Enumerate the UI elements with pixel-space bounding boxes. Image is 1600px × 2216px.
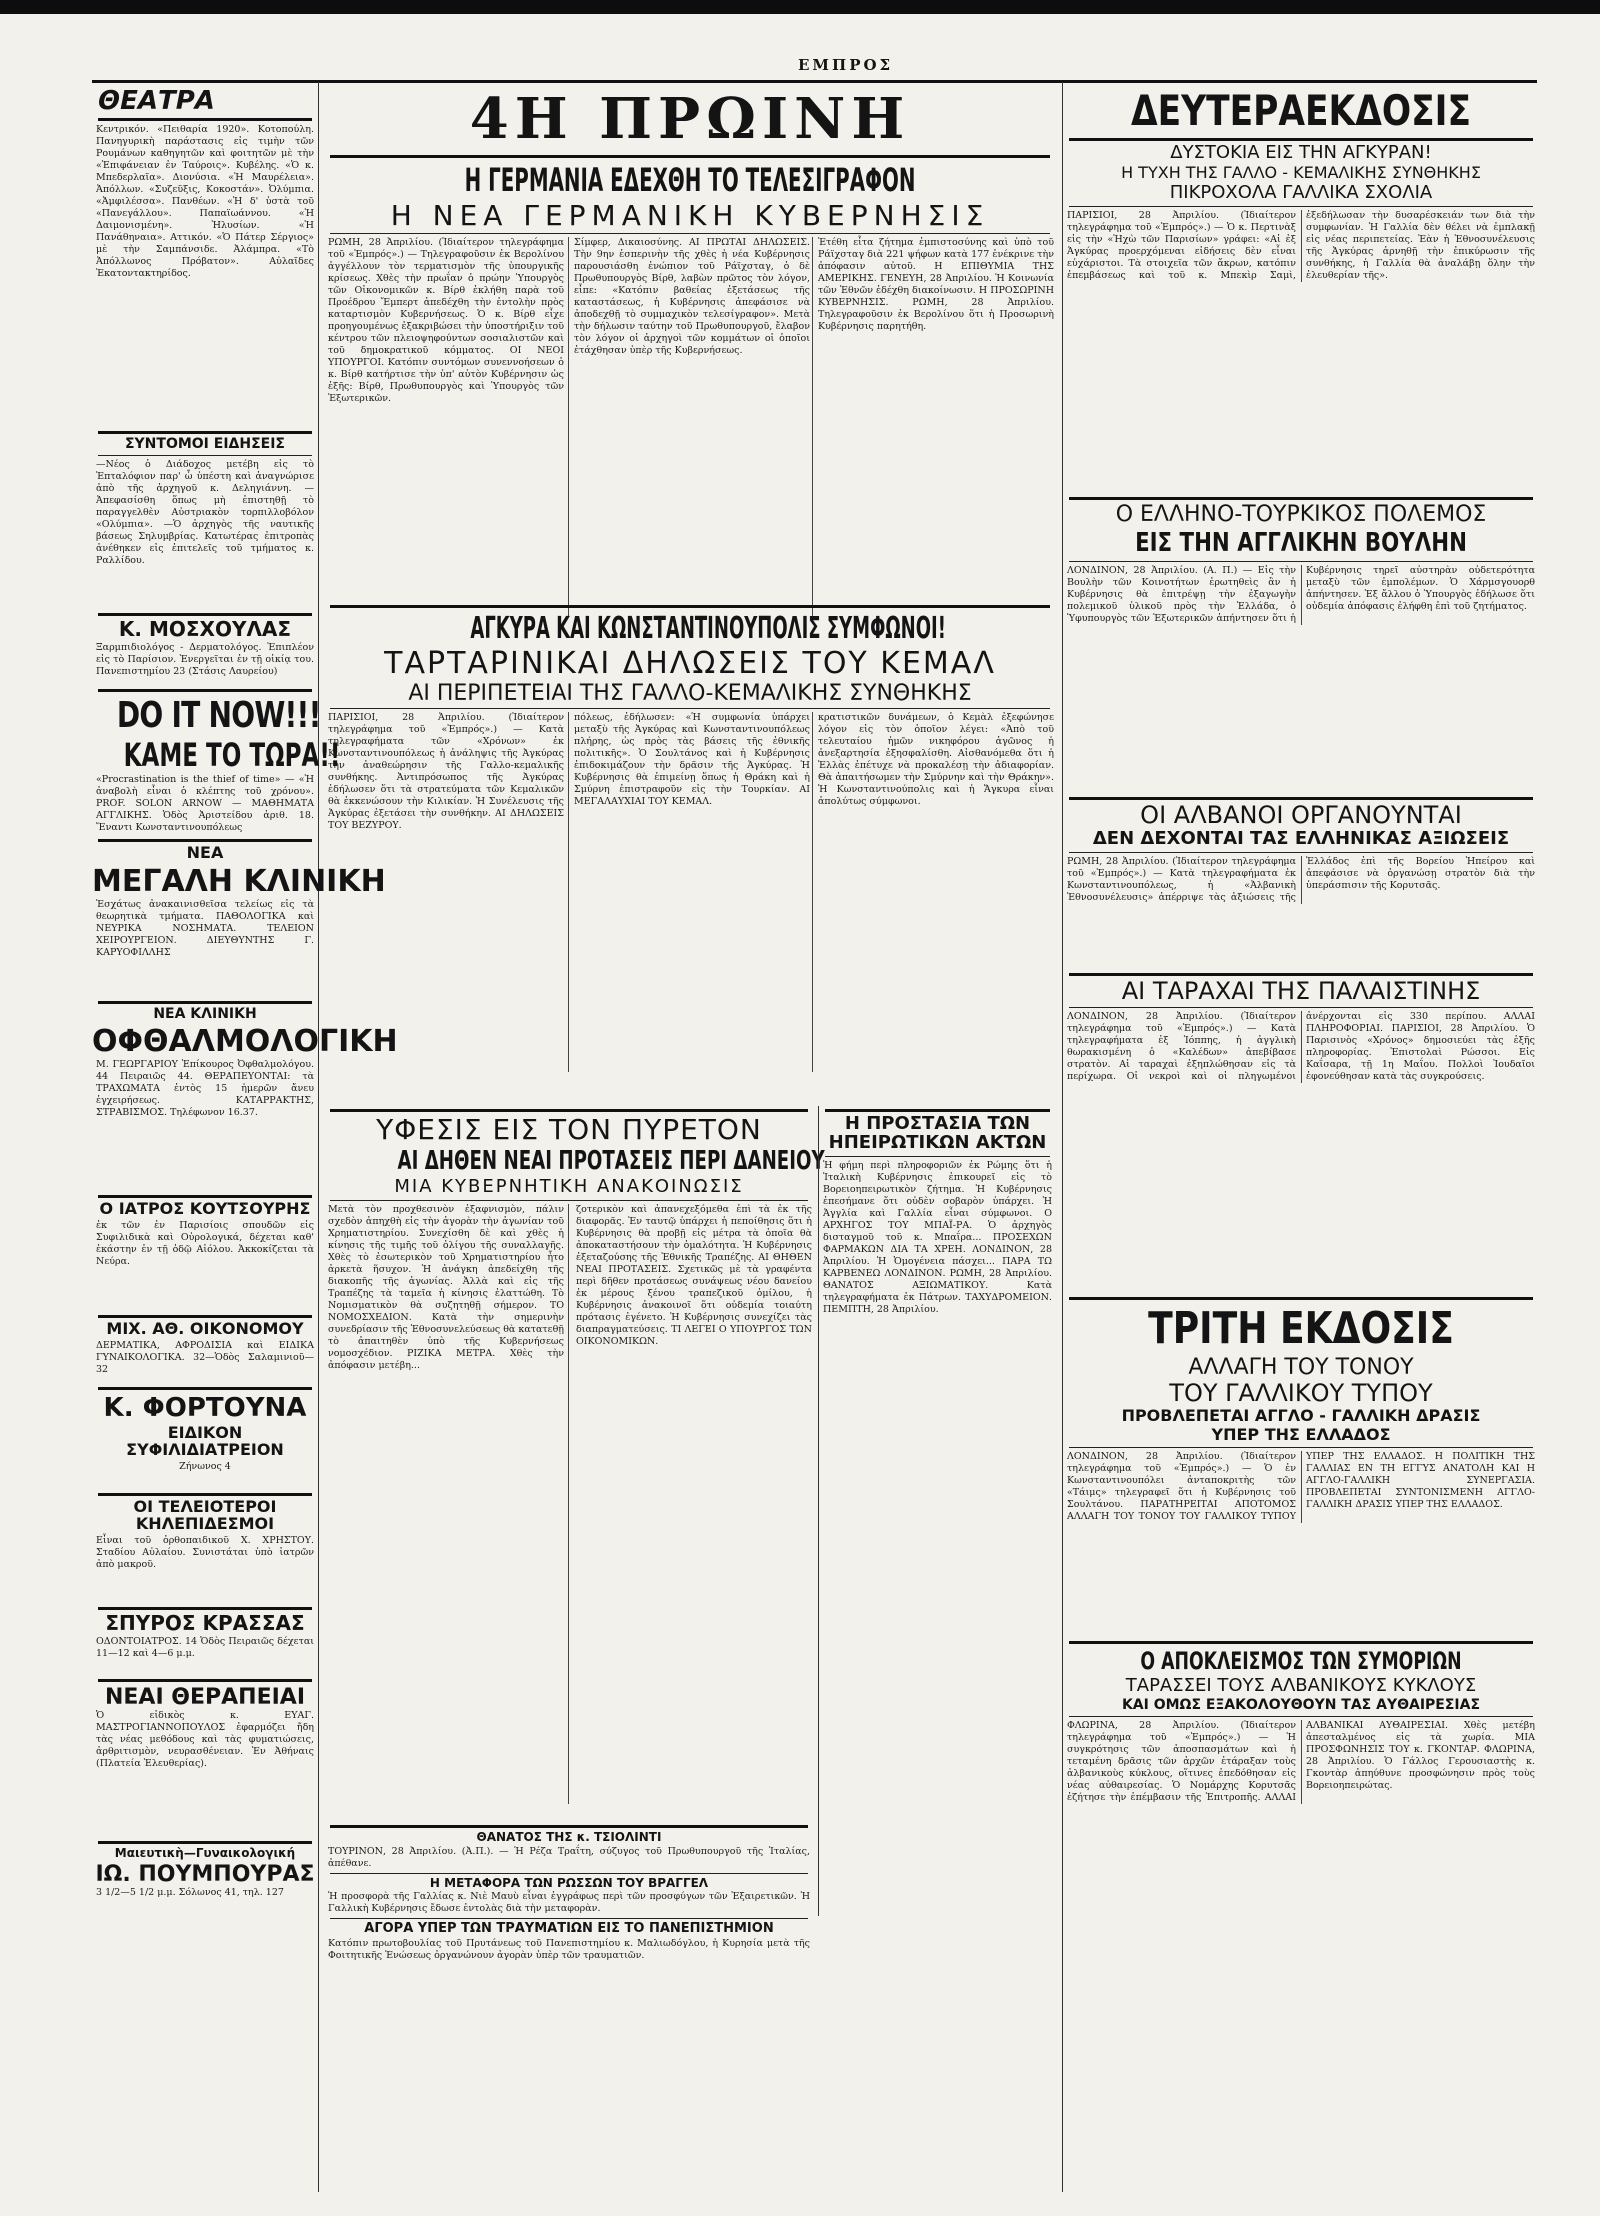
divider (330, 1200, 808, 1201)
bottom-headline-3: ΑΓΟΡΑ ΥΠΕΡ ΤΩΝ ΤΡΑΥΜΑΤΙΩΝ ΕΙΣ ΤΟ ΠΑΝΕΠΙΣΤΗΜΙΟΝ (364, 1921, 774, 1937)
edition-title: 4Η ΠΡΩΙΝΗ (469, 86, 911, 152)
divider (1069, 1641, 1533, 1644)
divider (1069, 1297, 1533, 1300)
divider (1069, 206, 1533, 207)
ad-title: Μαιευτικὴ—Γυναικολογική (114, 1846, 296, 1860)
left-column (92, 82, 398, 2192)
epirus-headline: Η ΠΡΟΣΤΑΣΙΑ ΤΩΝ ΗΠΕΙΡΩΤΙΚΩΝ ΑΚΤΩΝ (828, 1113, 1047, 1153)
lead-columns (324, 237, 1056, 617)
divider (330, 155, 1050, 158)
brief-news-text: —Νέος ὁ Διάδοχος μετέβη εἰς τὸ Ἐπταλόφιον παρ' ὧ ὑπέστη καὶ ἀναγνώρισε ἀπὸ τῆς ἀρχηγοῦ κ. Δεληγιάννη. —Ἀπεφασίσθη ὅπως μὴ ἐπιστηθῇ τὸ παραγγελθὲν Αὐστριακὸν τορπιλλοβόλον «Ολύμπια». —Ὁ ἀρχηγὸς τῆς ναυτικῆς βάσεως Σηλυμβρίας. Κατωτέρας ἐπιτροπὰς ἀνέθηκεν εἰς ἐπιτελεῖς τοῦ τμήματος κ. Ραλλίδου. (96, 458, 314, 566)
divider (98, 1679, 312, 1682)
third-edition-section (1063, 1294, 1539, 1638)
ankara-headline: ΑΓΚΥΡΑ ΚΑΙ ΚΩΝΣΤΑΝΤΙΝΟΥΠΟΛΙΣ ΣΥΜΦΩΝΟΙ! (470, 611, 946, 646)
third-edition-h4: ΥΠΕΡ ΤΗΣ ΕΛΛΑΔΟΣ (1211, 1425, 1391, 1445)
ankara-subhead2: ΑΙ ΠΕΡΙΠΕΤΕΙΑΙ ΤΗΣ ΓΑΛΛΟ-ΚΕΜΑΛΙΚΗΣ ΣΥΝΘΗΚΗΣ (408, 680, 972, 706)
divider (330, 1918, 808, 1919)
divider (98, 1841, 312, 1844)
ad-title: ΣΠΥΡΟΣ ΚΡΑΣΣΑΣ (105, 1611, 305, 1635)
ad-text: Ξαρμπιδιολόγος - Δερματολόγος. Ἐπιπλέον εἰς τὸ Παρίσιον. Ἐνεργεῖται ἐν τῇ οἰκίᾳ του. Πανεπιστημίου 23 (Στάσις Λαυρείου) (96, 642, 314, 677)
albanians-h1: ΟΙ ΑΛΒΑΝΟΙ ΟΡΓΑΝΟΥΝΤΑΙ (1140, 801, 1462, 829)
ad-text: Ὁ εἰδικὸς κ. ΕΥΑΓ. ΜΑΣΤΡΟΓΙΑΝΝΟΠΟΥΛΟΣ ἐφαρμόζει ἤδη τὰς νέας μεθόδους καὶ τὰς φυματιώσεις, ἀρθριτισμὸν, νευρασθένειαν. Ἐν Ἀθήναις (Πλατεία Ἐλευθερίας). (96, 1710, 314, 1769)
ad-poumpouras (92, 1838, 318, 1928)
ankara-text-col3: κρατιστικῶν δυνάμεων, ὁ Κεμὰλ ἐξεφώνησε λόγον εἰς τὸν ὁποῖον λέγει: «Ἀπὸ τοῦ τελευταίου ἡμῶν νικηφόρου ἀγῶνος ἡ ἀνεξαρτησία ἐξησφαλίσθη. Αἰσθανόμεθα ὅτι ἡ Ἑλλὰς ἐπέτυχε νὰ προκαλέσῃ τὴν ἀδιαφορίαν. Θὰ ἀπαιτήσωμεν τὴν Σμύρνην καὶ τὴν Θράκην». Ἡ Κωνσταντινούπολις καὶ ἡ Ἄγκυρα εἶναι ἀπολύτως σύμφωνοι. (818, 711, 1054, 807)
bands-h2: ΤΑΡΑΣΣΕΙ ΤΟΥΣ ΑΛΒΑΝΙΚΟΥΣ ΚΥΚΛΟΥΣ (1125, 1675, 1477, 1696)
fever-columns (324, 1204, 814, 1804)
divider (98, 1607, 312, 1610)
lead-subhead: Η ΝΕΑ ΓΕΡΜΑΝΙΚΗ ΚΥΒΕΡΝΗΣΙΣ (390, 199, 990, 232)
ad-title: DO IT NOW!!! (116, 695, 321, 736)
ankara-text-col1: ΠΑΡΙΣΙΟΙ, 28 Ἀπριλίου. (Ἰδιαίτερον τηλεγράφημα τοῦ «Ἐμπρός».) — Κατὰ τηλεγραφήματα τῶν «Χρόνων» ἐκ Κωνσταντινουπόλεως ἡ ἀνάληψις τῆς Ἀγκύρας τὴν ἀναθεώρησιν τῆς Γαλλο-κεμαλικῆς συνθήκης. Ἀντιπρόσωπος τῆς Ἀγκύρας ἐδήλωσεν ὅτι τὰ στρατεύματα τῶν Κεμαλικῶν θὰ ἐκκενώσουν τὴν Κιλικίαν. Ἡ Συνέλευσις τῆς Ἀγκύρας ἐξετάσει τὴν συνθήκην. ΑΙ ΔΗΛΩΣΕΙΣ ΤΟΥ ΒΕΖΥΡΟΥ. (328, 711, 564, 831)
ad-title: Ο ΙΑΤΡΟΣ ΚΟΥΤΣΟΥΡΗΣ (99, 1199, 311, 1218)
ad-text: 3 1/2—5 1/2 μ.μ. Σόλωνος 41, τηλ. 127 (96, 1886, 284, 1898)
second-edition-h2: Η ΤΥΧΗ ΤΗΣ ΓΑΛΛΟ - ΚΕΜΑΛΙΚΗΣ ΣΥΝΘΗΚΗΣ (1121, 162, 1481, 182)
bottom-text-3: Κατόπιν πρωτοβουλίας τοῦ Πρυτάνεως τοῦ Πανεπιστημίου κ. Μαλιωδόγλου, ἡ Κυρησία μετὰ τῆς Φοιτητικῆς Ἑνώσεως ὀργανώνουν ἀγορὰν ὑπὲρ τῶν τραυματιῶν. (328, 1937, 810, 1961)
ad-subtitle: ΚΑΜΕ ΤΟ ΤΩΡΑ!! (123, 736, 341, 774)
divider (1069, 497, 1533, 500)
war-text: ΛΟΝΔΙΝΟΝ, 28 Ἀπριλίου. (Α. Π.) — Εἰς τὴν Βουλὴν τῶν Κοινοτήτων ἐρωτηθεὶς ἂν ἡ Κυβέρνησις θὰ ἐπιτρέψῃ τὴν ἐξαγωγὴν πολεμικοῦ ὑλικοῦ πρὸς τὴν Ἑλλάδα, ὁ Ὑφυπουργὸς τῶν Ἐξωτερικῶν ἀπήντησεν ὅτι ἡ Κυβέρνησις τηρεῖ αὐστηρὰν οὐδετερότητα μεταξὺ τῶν ἐμπολέμων. Ὁ Χάρμσγουορθ ἀπήντησεν. Ἐξ ἄλλου ὁ Ὑπουργὸς ἐδήλωσε ὅτι οὐδεμία ἀπόφασις ἐλήφθη ἐπὶ τοῦ ζητήματος. (1067, 565, 1535, 625)
divider (98, 1493, 312, 1496)
divider (98, 1387, 312, 1390)
divider (330, 1109, 808, 1112)
albanians-text: ΡΩΜΗ, 28 Ἀπριλίου. (Ἰδιαίτερον τηλεγράφημα τοῦ «Ἐμπρός».) — Κατὰ τηλεγραφήματα ἐκ Κωνσταντινουπόλεως, ἡ «Ἀλβανικὴ Ἐθνοσυνέλευσις» ἀπέρριψε τὰς ἀξιώσεις τῆς Ἑλλάδος ἐπὶ τῆς Βορείου Ἠπείρου καὶ ἀπεφάσισε νὰ ὀργανώσῃ στρατὸν διὰ τὴν ὑπεράσπισιν τῆς Κορυτσᾶς. (1067, 856, 1535, 904)
divider (330, 233, 1050, 234)
ad-oikonomou (92, 1312, 318, 1382)
divider (1069, 852, 1533, 853)
war-h1: Ο ΕΛΛΗΝΟ-ΤΟΥΡΚΙΚΟΣ ΠΟΛΕΜΟΣ (1115, 502, 1487, 527)
divider (1069, 1007, 1533, 1008)
bands-h1: Ο ΑΠΟΚΛΕΙΣΜΟΣ ΤΩΝ ΣΥΜΟΡΙΩΝ (1140, 1647, 1462, 1675)
war-section (1063, 494, 1539, 794)
ad-new-therapies (92, 1676, 318, 1836)
divider (1069, 1447, 1533, 1448)
ankara-columns (324, 712, 1056, 1072)
ad-subtitle: ΙΩ. ΠΟΥΜΠΟΥΡΑΣ (95, 1861, 315, 1887)
bands-text: ΦΛΩΡΙΝΑ, 28 Ἀπριλίου. (Ἰδιαίτερον τηλεγράφημα τοῦ «Ἐμπρός».) — Ἡ συγκρότησις τῶν ἀποσπασμάτων καὶ ἡ τεταμένη δρᾶσις τῶν ἀρχῶν ἐτάραξαν τοὺς ἀλβανικοὺς κύκλους, οἵτινες ἐπεδόθησαν εἰς νέας αὐθαιρεσίας. Ὁ Νομάρχης Κορυτσᾶς ἐζήτησε τὴν ἐπέμβασιν τῆς Ἐπιτροπῆς. ΑΛΛΑΙ ΑΛΒΑΝΙΚΑΙ ΑΥΘΑΙΡΕΣΙΑΙ. Χθὲς μετέβη ἀπεσταλμένος εἰς τὰ χωρία. ΜΙΑ ΠΡΟΣΦΩΝΗΣΙΣ ΤΟΥ κ. ΓΚΟΝΤΑΡ. ΦΛΩΡΙΝΑ, 28 Ἀπριλίου. Ὁ Γάλλος Γερουσιαστὴς κ. Γκοντὰρ ἀπηύθυνε προσφώνησιν πρὸς τοὺς Βορειοηπειρώτας. (1067, 1719, 1535, 1803)
ad-text: Ἐσχάτως ἀνακαινισθεῖσα τελείως εἰς τὰ θεωρητικὰ τμήματα. ΠΑΘΟΛΟΓΙΚΑ καὶ ΝΕΥΡΙΚΑ ΝΟΣΗΜΑΤΑ. ΤΕΛΕΙΟΝ ΧΕΙΡΟΥΡΓΕΙΟΝ. ΔΙΕΥΘΥΝΤΗΣ Γ. ΚΑΡΥΟΦΙΛΛΗΣ (96, 898, 314, 958)
epirus-story (818, 1106, 1056, 1916)
ad-krassas (92, 1604, 318, 1674)
ad-moschoulas (92, 610, 318, 684)
ad-subtitle: ΕΙΔΙΚΟΝ ΣΥΦΙΛΙΔΙΑΤΡΕΙΟΝ (126, 1423, 284, 1459)
divider (98, 689, 312, 692)
masthead-name: ΕΜΠΡΟΣ (792, 56, 899, 74)
ad-text: ΟΔΟΝΤΟΙΑΤΡΟΣ. 14 Ὁδὸς Πειραιῶς δέχεται 11—12 καὶ 4—6 μ.μ. (96, 1636, 314, 1659)
palestine-text: ΛΟΝΔΙΝΟΝ, 28 Ἀπριλίου. (Ἰδιαίτερον τηλεγράφημα τοῦ «Ἐμπρός».) — Κατὰ τηλεγραφήματα ἐξ Ἰόππης, ἡ ἀγγλικὴ θωρακισμένη ὁ «Καλέδων» ἀπεβίβασε στρατὸν. Αἱ ταραχαὶ ἐξηπλώθησαν εἰς τὰ περίχωρα. Οἱ νεκροὶ καὶ οἱ πληγωμένοι ἀνέρχονται εἰς 330 περίπου. ΑΛΛΑΙ ΠΛΗΡΟΦΟΡΙΑΙ. ΠΑΡΙΣΙΟΙ, 28 Ἀπριλίου. Ὁ Παρισινὸς «Χρόνος» δημοσιεύει τὰς ἑξῆς πληροφορίας. Ἐπιστολαὶ Ρώσσοι. Εἰς Καΐσαρα, τῇ 1η Μαΐου. Πολλοὶ Ἰουδαῖοι ἐφονεύθησαν κατὰ τὰς συγκρούσεις. (1067, 1011, 1535, 1083)
ad-title: ΝΕΑΙ ΘΕΡΑΠΕΙΑΙ (104, 1685, 306, 1710)
ad-kilepidesmoi (92, 1490, 318, 1602)
ad-text: Εἶναι τοῦ ὀρθοπαιδικοῦ Χ. ΧΡΗΣΤΟΥ. Σταδίου Αὐλαίου. Συνιστάται ὑπὸ ἰατρῶν ἀπὸ μακροῦ. (96, 1534, 314, 1570)
ad-title: ΝΕΑ (186, 843, 224, 862)
fever-subhead2: ΜΙΑ ΚΥΒΕΡΝΗΤΙΚΗ ΑΝΑΚΟΙΝΩΣΙΣ (394, 1176, 744, 1198)
divider (98, 1195, 312, 1198)
brief-news-section (92, 428, 318, 608)
lead-story (324, 86, 1056, 608)
palestine-section (1063, 970, 1539, 1294)
lead-text-col1: ΡΩΜΗ, 28 Ἀπριλίου. (Ἰδιαίτερον τηλεγράφημα τοῦ «Ἐμπρός».) — Τηλεγραφοῦσιν ἐκ Βερολίνου ἀγγέλλουν τὸν τερματισμὸν τῆς ὑπουργικῆς κρίσεως. Χθὲς τὴν πρωΐαν ὁ πρώην Ὑπουργὸς τῶν Οἰκονομικῶν κ. Βίρθ ἐκλήθη παρὰ τοῦ Προέδρου Ἔμπερτ ἀπεδέχθη τὴν ἐντολὴν πρὸς καταρτισμὸν Κυβερνήσεως. Ὁ κ. Βίρθ εἶχε προηγουμένως ἐξακριβώσει τὴν ὑποστήριξιν τοῦ κέντρου τῶν πλειοψηφούντων σοσιαλιστῶν καὶ τοῦ δημοκρατικοῦ κόμματος. ΟΙ ΝΕΟΙ ΥΠΟΥΡΓΟΙ. Κατόπιν συντόμων συνεννοήσεων ὁ κ. Βίρθ κατήρτισε τὴν ὑπ' αὐτὸν Κυβέρνησιν ὡς ἑξῆς: Βίρθ, Πρωθυπουργὸς καὶ Ὑπουργὸς τῶν Ἐξωτερικῶν. (328, 237, 564, 405)
divider (1069, 1716, 1533, 1717)
ad-title: ΟΙ ΤΕΛΕΙΟΤΕΡΟΙ ΚΗΛΕΠΙΔΕΣΜΟΙ (133, 1497, 277, 1533)
ad-do-it-now (92, 686, 341, 834)
lead-headline: Η ΓΕΡΜΑΝΙΑ ΕΔΕΧΘΗ ΤΟ ΤΕΛΕΣΙΓΡΑΦΟΝ (464, 161, 916, 199)
epirus-text: Ἡ φήμη περὶ πληροφοριῶν ἐκ Ρώμης ὅτι ἡ Ἰταλικὴ Κυβέρνησις ἐπικουρεῖ εἰς τὸ Βορειοηπειρωτικὸν ζήτημα. Ἡ Κυβέρνησις ἐπεσήμανε ὅτι οὐδὲν σοβαρὸν ὑπάρχει. Ἡ Ἀγγλία καὶ Γαλλία εἶναι σύμφωνοι. Ο ΑΡΧΗΓΟΣ ΤΟΥ ΜΠΑΪ-ΡΑ. Ὁ ἀρχηγὸς δισταγμοῦ τοῦ κ. Μπαΐρα... ΠΡΟΣΕΧΩΝ ΦΑΡΜΑΚΩΝ ΔΙΑ ΤΑ ΧΡΕΗ. ΛΟΝΔΙΝΟΝ, 28 Ἀπριλίου. Ἡ Ὁμογένεια πάσχει... ΠΑΡΑ ΤΩ ΚΑΡΒΕΝΕΩ ΛΟΝΔΙΝΟΝ. ΡΩΜΗ, 28 Ἀπριλίου. ΘΑΝΑΤΟΣ ΑΞΙΩΜΑΤΙΚΟΥ. Κατὰ τηλεγραφήματα ἐκ Πάτρων. ΤΑΧΥΔΡΟΜΕΙΟΝ. ΠΕΜΠΤΗ, 28 Ἀπριλίου. (823, 1159, 1052, 1315)
divider (98, 1001, 312, 1004)
fever-text-col2: ζοτερικὸν καὶ ἀπανεχεξόμεθα ἐπὶ τὰ ἐκ τῆς διαφορᾶς. Ἐν ταυτῷ ὑπάρχει ἡ πεποίθησις ὅτι ἡ Κυβέρνησις θὰ προβῇ εἰς μέτρα τὰ ὁποῖα θὰ ἀποκαταστήσουν τὴν ὁμαλότητα. Ἡ Κυβέρνησις ἐξεταζούσης τῆς Ἐθνικῆς Τραπέζης. ΑΙ ΘΗΘΕΝ ΝΕΑΙ ΠΡΟΤΑΣΕΙΣ. Σχετικῶς μὲ τὰ γραφέντα περὶ δῆθεν προτάσεως συνάψεως νέου δανείου ἐκ μέρους ξένου τραπεζικοῦ ὁμίλου, ἡ Κυβέρνησις ἀνακοινοῖ ὅτι οὐδεμία τοιαύτη πρότασις ἐγένετο. Ἡ Κυβέρνησις συνεχίζει τὰς διαπραγματεύσεις. ΤΙ ΛΕΓΕΙ Ο ΥΠΟΥΡΓΟΣ ΤΩΝ ΟΙΚΟΝΟΜΙΚΩΝ. (576, 1204, 812, 1348)
ankara-subhead: ΤΑΡΤΑΡΙΝΙΚΑΙ ΔΗΛΩΣΕΙΣ ΤΟΥ ΚΕΜΑΛ (384, 646, 996, 681)
divider (98, 613, 312, 616)
ankara-text-col2: πόλεως, ἐδήλωσεν: «Ἡ συμφωνία ὑπάρχει μεταξὺ τῆς Ἀγκύρας καὶ Κωνσταντινουπόλεως πλήρης, ὡς πρὸς τὰς βάσεις τῆς ἐθνικῆς πολιτικῆς». Ὁ Σουλτάνος καὶ ἡ Κυβέρνησις ἐπιδοκιμάζουν τὴν δρᾶσιν τῆς Ἀγκύρας. Ἡ Κυβέρνησις θὰ ἐπιμείνῃ ὅπως ἡ Θράκη καὶ ἡ Σμύρνη ἐπιστραφοῦν εἰς τὴν Τουρκίαν. ΑΙ ΜΕΓΑΛΑΥΧΙΑΙ ΤΟΥ ΚΕΜΑΛ. (574, 711, 810, 807)
second-edition-section (1063, 86, 1539, 494)
third-edition-h2: ΤΟΥ ΓΑΛΛΙΚΟΥ ΤΥΠΟΥ (1169, 1379, 1433, 1408)
war-h2: ΕΙΣ ΤΗΝ ΑΓΓΛΙΚΗΝ ΒΟΥΛΗΝ (1135, 528, 1467, 559)
bands-section (1063, 1638, 1539, 2192)
ad-title: Κ. ΦΟΡΤΟΥΝΑ (103, 1393, 307, 1423)
fever-text-col1: Μετὰ τὸν προχθεσινὸν ἐξαφνισμὸν, πάλιν σχεδὸν ἀπηχθὴ εἰς τὴν ἀγορὰν τὴν ἀγωνίαν τοῦ Χρηματιστηρίου. Συνεχίσθη δὲ καὶ χθὲς ἡ κίνησις τῆς τιμῆς τοῦ ὀλίγου τῆς συναλλαγῆς. Χθὲς τὸ ἐσωτερικὸν τοῦ Χρηματιστηρίου ἦτο ἀρκετὰ ἥσυχον. Ἡ ἀνάγκη ἀπεδείχθη τῆς διακοπῆς τῆς ἀγωνίας. Ἀλλὰ καὶ εἰς τῆς Τραπέζης τὰ ταμεῖα ἡ κίνησις ἐλαττώθη. Τὸ Νομισματικὸν θὰ συζητηθῇ σήμερον. ΤΟ ΝΟΜΟΣΧΕΔΙΟΝ. Κατὰ τὴν σημερινὴν συνεδρίασιν τῆς Ἐθνοσυνελεύσεως θὰ κατατεθῇ τὸ ἀπαιτηθὲν ὑπὸ τῆς Κυβερνήσεως νομοσχέδιον. ΡΙΖΙΚΑ ΜΕΤΡΑ. Χθὲς τὴν ἀπόφασιν μετέβη... (328, 1204, 564, 1372)
divider (1069, 138, 1533, 141)
fever-headline: ΥΦΕΣΙΣ ΕΙΣ ΤΟΝ ΠΥΡΕΤΟΝ (376, 1113, 762, 1146)
ad-title: ΜΙΧ. ΑΘ. ΟΙΚΟΝΟΜΟΥ (106, 1319, 304, 1338)
fever-story (324, 1106, 825, 1822)
lead-text-col2: Σίμφερ, Δικαιοσύνης. ΑΙ ΠΡΩΤΑΙ ΔΗΛΩΣΕΙΣ. Τὴν 9ην ἑσπερινὴν τῆς χθὲς ἡ νέα Κυβέρνησις παρουσιάσθη ἐνώπιον τοῦ Ράϊχσταγ, ὁ δὲ Πρωθυπουργὸς Βίρθ, λαβὼν πρῶτος τὸν λόγον, εἶπε: «Κατόπιν βαθείας ἐξετάσεως τῆς καταστάσεως, ἡ Κυβέρνησις ἀπεφάσισε νὰ ἀποδεχθῇ τὸ συμμαχικὸν τελεσίγραφον». Μετὰ τὴν δήλωσιν ταύτην τοῦ Πρωθυπουργοῦ, ἔλαβον τὸν λόγον οἱ ἀρχηγοὶ τῶν κομμάτων οἱ ὁποῖοι ἐτάχθησαν ὑπὲρ τῆς Κυβερνήσεως. (574, 237, 810, 357)
bottom-headline-2: Η ΜΕΤΑΦΟΡΑ ΤΩΝ ΡΩΣΣΩΝ ΤΟΥ ΒΡΑΓΓΕΛ (429, 1875, 709, 1890)
ad-text: Ζήνωνος 4 (179, 1460, 231, 1472)
page-top-band (0, 0, 1600, 14)
fever-subhead: ΑΙ ΔΗΘΕΝ ΝΕΑΙ ΠΡΟΤΑΣΕΙΣ ΠΕΡΙ ΔΑΝΕΙΟΥ (397, 1146, 825, 1177)
ad-text: ΔΕΡΜΑΤΙΚΑ, ΑΦΡΟΔΙΣΙΑ καὶ ΕΙΔΙΚΑ ΓΥΝΑΙΚΟΛΟΓΙΚΑ. 32—Ὁδὸς Σαλαμινιοῦ—32 (96, 1339, 314, 1375)
divider (1069, 561, 1533, 562)
column-rule (568, 712, 569, 1072)
right-column (1062, 82, 1539, 2192)
divider (330, 1825, 808, 1828)
brief-news-title: ΣΥΝΤΟΜΟΙ ΕΙΔΗΣΕΙΣ (124, 436, 285, 452)
divider (98, 455, 312, 456)
third-edition-h3: ΠΡΟΒΛΕΠΕΤΑΙ ΑΓΓΛΟ - ΓΑΛΛΙΚΗ ΔΡΑΣΙΣ (1121, 1406, 1481, 1426)
divider (1069, 797, 1533, 800)
ad-subtitle: ΟΦΘΑΛΜΟΛΟΓΙΚΗ (92, 1023, 398, 1059)
ad-subtitle: ΜΕΓΑΛΗ ΚΛΙΝΙΚΗ (92, 863, 386, 899)
ad-title: Κ. ΜΟΣΧΟΥΛΑΣ (118, 617, 292, 641)
third-edition-text: ΛΟΝΔΙΝΟΝ, 28 Ἀπριλίου. (Ἰδιαίτερον τηλεγράφημα τοῦ «Ἐμπρός».) — Ὁ ἐν Κωνσταντινουπόλει ἀνταποκριτὴς τῶν «Τάιμς» τηλεγραφεῖ ὅτι ἡ Κυβέρνησις τοῦ Σουλτάνου. ΠΑΡΑΤΗΡΕΙΤΑΙ ΑΠΟΤΟΜΟΣ ΑΛΛΑΓΗ ΤΟΥ ΤΟΝΟΥ ΤΟΥ ΓΑΛΛΙΚΟΥ ΤΥΠΟΥ ΥΠΕΡ ΤΗΣ ΕΛΛΑΔΟΣ. Η ΠΟΛΙΤΙΚΗ ΤΗΣ ΓΑΛΛΙΑΣ ΕΝ ΤΗ ΕΓΓΥΣ ΑΝΑΤΟΛΗ ΚΑΙ Η ΑΓΓΛΟ-ΓΑΛΛΙΚΗ ΣΥΝΕΡΓΑΣΙΑ. ΠΡΟΒΛΕΠΕΤΑΙ ΣΥΝΤΟΝΙΣΜΕΝΗ ΑΓΓΛΟ-ΓΑΛΛΙΚΗ ΔΡΑΣΙΣ ΥΠΕΡ ΤΗΣ ΕΛΛΑΔΟΣ. (1067, 1450, 1535, 1522)
third-edition-h1: ΑΛΛΑΓΗ ΤΟΥ ΤΟΝΟΥ (1188, 1355, 1414, 1380)
column-rule (568, 237, 569, 617)
divider (330, 708, 1050, 709)
column-rule (812, 712, 813, 1072)
second-edition-h1: ΔΥΣΤΟΚΙΑ ΕΙΣ ΤΗΝ ΑΓΚΥΡΑΝ! (1170, 142, 1432, 163)
second-edition-h3: ΠΙΚΡΟΧΟΛΑ ΓΑΛΛΙΚΑ ΣΧΟΛΙΑ (1169, 181, 1433, 203)
ad-megali-kliniki (92, 836, 386, 996)
divider (98, 839, 312, 842)
ankara-story (324, 602, 1056, 1102)
bottom-text-1: ΤΟΥΡΙΝΟΝ, 28 Ἀπριλίου. (Ἀ.Π.). — Ἡ Ρέζα Τραΐτη, σύζυγος τοῦ Πρωθυπουργοῦ τῆς Ἰταλίας, ἀπέθανε. (328, 1845, 810, 1869)
ad-text: Μ. ΓΕΩΡΓΑΡΙΟΥ Ἐπίκουρος Ὀφθαλμολόγου. 44 Πειραιῶς 44. ΘΕΡΑΠΕΥΟΝΤΑΙ: τὰ ΤΡΑΧΩΜΑΤΑ ἐντὸς 15 ἡμερῶν ἄνευ ἐγχειρήσεως. ΚΑΤΑΡΡΑΚΤΗΣ, ΣΤΡΑΒΙΣΜΟΣ. Τηλέφωνον 16.37. (96, 1058, 314, 1118)
albanians-section (1063, 794, 1539, 970)
ad-fortouna (92, 1384, 318, 1488)
ad-ophthalmology (92, 998, 398, 1190)
ad-title: ΝΕΑ ΚΛΙΝΙΚΗ (153, 1006, 257, 1022)
ad-text: «Procrastination is the thief of time» — «Ἡ ἀναβολὴ εἶναι ὁ κλέπτης τοῦ χρόνου». PROF. SOLON ARNOW — ΜΑΘΗΜΑΤΑ ΑΓΓΛΙΚΗΣ. Ὁδὸς Ἀριστείδου ἀριθ. 18. Ἔναντι Κωνσταντινουπόλεως (96, 774, 314, 833)
center-column (324, 82, 1056, 2192)
theatres-section (92, 86, 318, 452)
column-rule (568, 1204, 569, 1804)
ad-koutsouris (92, 1192, 318, 1310)
divider (98, 118, 312, 121)
lead-text-col3: Ἐτέθη εἶτα ζήτημα ἐμπιστοσύνης καὶ ὑπὸ τοῦ Ράϊχσταγ διὰ 221 ψήφων κατὰ 177 ἐνέκρινε τὴν ἀπόφασιν αὐτοῦ. Η ΕΠΙΘΥΜΙΑ ΤΗΣ ΑΜΕΡΙΚΗΣ. ΓΕΝΕΥΗ, 28 Ἀπριλίου. Ἡ Κοινωνία τῶν Ἐθνῶν ἐδέχθη διακοίνωσιν. Η ΠΡΟΣΩΡΙΝΗ ΚΥΒΕΡΝΗΣΙΣ. ΡΩΜΗ, 28 Ἀπριλίου. Τηλεγραφοῦσιν ἐκ Βερολίνου ὅτι ἡ Προσωρινὴ Κυβέρνησις παρητήθη. (818, 237, 1054, 333)
divider (1069, 973, 1533, 976)
second-edition-title: ΔΕΥΤΕΡΑΕΚΔΟΣΙΣ (1130, 86, 1472, 135)
bottom-text-2: Ἡ προσφορὰ τῆς Γαλλίας κ. Νιὲ Μαυὺ εἶναι ἐγγράφως περὶ τῶν προσφύγων τῶν Ἐξαιρετικῶν. Ἡ Γαλλικὴ Κυβέρνησις ἔδωσε ἐντολὰς διὰ τὴν μεταφορὰν. (328, 1891, 810, 1915)
divider (825, 1156, 1050, 1157)
bands-h3: ΚΑΙ ΟΜΩΣ ΕΞΑΚΟΛΟΥΘΟΥΝ ΤΑΣ ΑΥΘΑΙΡΕΣΙΑΣ (1121, 1696, 1481, 1713)
third-edition-title: ΤΡΙΤΗ ΕΚΔΟΣΙΣ (1148, 1303, 1454, 1354)
albanians-h2: ΔΕΝ ΔΕΧΟΝΤΑΙ ΤΑΣ ΕΛΛΗΝΙΚΑΣ ΑΞΙΩΣΕΙΣ (1092, 828, 1510, 850)
second-edition-text: ΠΑΡΙΣΙΟΙ, 28 Ἀπριλίου. (Ἰδιαίτερον τηλεγράφημα τοῦ «Ἐμπρός».) — Ὁ κ. Περτινὰξ εἰς τὴν «Ἠχὼ τῶν Παρισίων» γράφει: «Αἱ ἐξ Ἀγκύρας προερχόμεναι εἰδήσεις δὲν εἶναι εὐχάριστοι. Τὰ στοιχεῖα τῶν ἄκρων, κατόπιν ἐπεμβάσεως καὶ τοῦ κ. Μπεκὶρ Σαμὶ, ἐξεδήλωσαν τὴν δυσαρέσκειάν των διὰ τὴν συμφωνίαν. Ἡ Γαλλία δὲν θέλει νὰ ἐμπλακῇ εἰς νέας περιπετείας. Ἐὰν ἡ Ἐθνοσυνέλευσις τῆς Ἀγκύρας ἀρνηθῇ τὴν ἐπικύρωσιν τῆς συνθήκης, ἡ Γαλλία θὰ ἀναλάβῃ ὅλην τὴν ἐλευθερίαν τῆς». (1067, 209, 1535, 281)
bottom-headline-1: ΘΑΝΑΤΟΣ ΤΗΣ κ. ΤΣΙΟΛΙΝΤΙ (476, 1830, 662, 1844)
ad-text: ἐκ τῶν ἐν Παρισίοις σπουδῶν εἰς Συφιλιδικὰ καὶ Οὐρολογικά, δέχεται καθ' ἑκάστην ἐν τῇ ὁδῷ Αἰόλου. Ἀκκοκίζεται τὰ Νεύρα. (96, 1219, 314, 1267)
divider (98, 431, 312, 434)
divider (825, 1109, 1050, 1112)
theatres-title: ΘΕΑΤΡΑ (98, 86, 215, 116)
column-rule (812, 237, 813, 617)
theatres-text: Κεντρικόν. «Πειθαρία 1920». Κοτοπούλη. Πανηγυρικὴ παράστασις εἰς τιμὴν τῶν Ρουμάνων καθηγητῶν καὶ φοιτητῶν μὲ τὴν «Ἐπιφάνειαν ἐν Ταύροις». Κυβέλης. «Ὁ κ. Μπεδερλαῖα». Διονύσια. «Ἡ Μαυρέλεια». Ἀπόλλων. «Συζεῦξις, Κοκοστάν». Ὀλύμπια. «Ἀμφιλέσσα». Πανθέων. «Ἡ δ' ὑστὰ τοῦ «Πανεγάλλου». Παπαϊωάννου. «Ἡ Δαιμονισμένη». Ἠλυσίων. «Ἡ Πανάθηναια». Αττικόν. «Ὁ Πάτερ Σέργιος» μὲ τὴν Σαμπάνσιδε. Ἀλάμπρα. «Τὸ Ἀπόλλωνος Πρόβατον». Αὐλαῖδες Ἐκατοντακτηρίδος. (96, 124, 314, 280)
bottom-stories (324, 1822, 814, 2192)
divider (330, 605, 1050, 608)
palestine-h1: ΑΙ ΤΑΡΑΧΑΙ ΤΗΣ ΠΑΛΑΙΣΤΙΝΗΣ (1121, 977, 1481, 1005)
divider (98, 1315, 312, 1318)
divider (330, 1873, 808, 1874)
